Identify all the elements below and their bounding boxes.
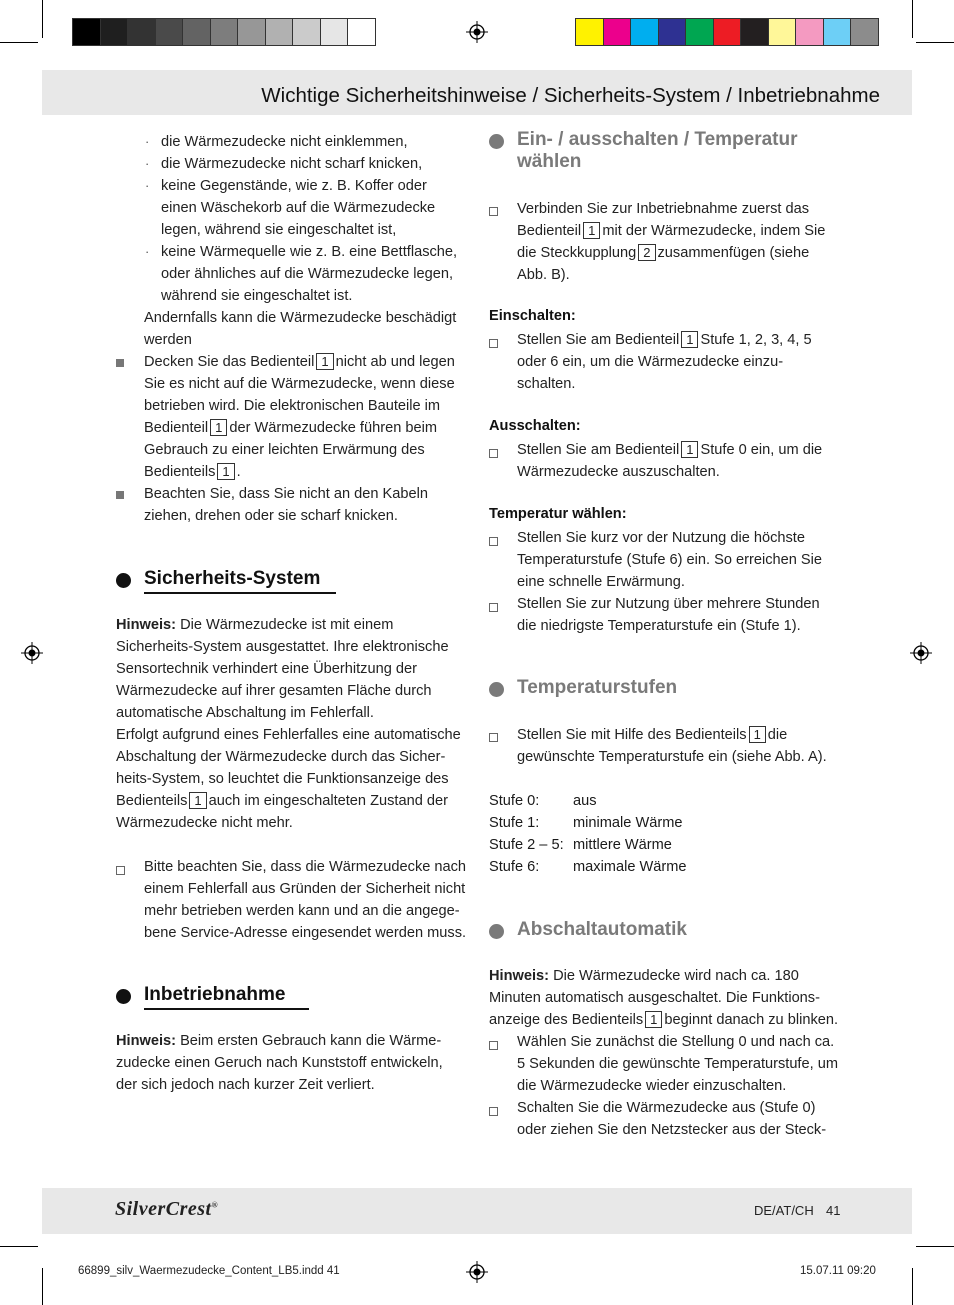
part-number-1: 1 <box>645 1011 662 1028</box>
heading-line: wählen <box>517 151 582 172</box>
text: Die Wärmezudecke wird nach ca. 180 Minuten automatisch ausgeschaltet. Die Funktions-anzeige des Bedienteils <box>489 968 820 1028</box>
crop-mark <box>912 1268 913 1305</box>
table-cell: mittlere Wärme <box>573 837 672 853</box>
checkbox-bullet-icon <box>489 339 498 348</box>
region-label: DE/AT/CH <box>754 1203 814 1218</box>
color-swatch <box>740 18 769 46</box>
color-swatch <box>237 18 266 46</box>
text: Decken Sie das Bedienteil <box>144 354 315 370</box>
paragraph: Stellen Sie kurz vor der Nutzung die höchste Temperaturstufe (Stufe 6) ein. So erreichen Sie eine schnelle Erwärmung. <box>517 530 823 590</box>
subheading: Ausschalten: <box>489 418 581 434</box>
square-bullet <box>116 491 124 499</box>
color-swatch <box>127 18 156 46</box>
text: Stellen Sie mit Hilfe des Bedienteils <box>517 727 747 743</box>
color-swatch <box>795 18 824 46</box>
paragraph: Beachten Sie, dass Sie nicht an den Kabeln ziehen, drehen oder sie scharf knicken. <box>144 486 428 524</box>
text: Erfolgt aufgrund eines Fehlerfalles eine automatische Abschaltung der Wärmezudecke durch das Sicher-heits-System, so leuchtet die Funktionsanzeige des Bedienteils <box>116 727 461 809</box>
list-item: keine Wärmequelle wie z. B. eine Bettflasche, oder ähnliches auf die Wärmezudecke legen, während sie eingeschaltet ist. <box>161 244 458 304</box>
paragraph <box>116 614 468 724</box>
section-heading: Temperaturstufen <box>517 677 678 698</box>
color-swatch <box>768 18 797 46</box>
registration-mark-icon <box>21 642 43 664</box>
registration-mark-icon <box>910 642 932 664</box>
text: Die Wärmezudecke ist mit einem Sicherheits-System ausgestattet. Ihre elektronische Sensortechnik verhindert eine Überhitzung der Wärmezudecke auf ihrer gesamten Fläche durch automatische Abschaltung im Fehlerfall. <box>116 617 449 721</box>
registration-mark-icon <box>466 1261 488 1283</box>
table-cell: maximale Wärme <box>573 859 687 875</box>
part-number-1: 1 <box>217 463 234 480</box>
part-number-1: 1 <box>210 419 227 436</box>
paragraph <box>489 965 839 1031</box>
table-cell: Stufe 0: <box>489 793 540 809</box>
crop-mark <box>916 1246 954 1247</box>
paragraph <box>517 198 842 286</box>
part-number-2: 2 <box>638 244 655 261</box>
color-swatch <box>182 18 211 46</box>
text: Stufe 1, 2, 3, 4, 5 oder 6 ein, um die Wärmezudecke einzu-schalten. <box>517 332 812 392</box>
text: . <box>236 464 241 480</box>
section-heading: Abschaltautomatik <box>517 919 687 940</box>
print-date: 15.07.11 09:20 <box>800 1265 876 1277</box>
dash-bullet: · <box>145 244 150 259</box>
registered-mark: ® <box>211 1200 219 1210</box>
paragraph: Stellen Sie zur Nutzung über mehrere Stunden die niedrigste Temperaturstufe ein (Stufe 1). <box>517 596 820 634</box>
hint-label: Hinweis: <box>116 617 177 633</box>
text: Stellen Sie am Bedienteil <box>517 332 680 348</box>
paragraph: Andernfalls kann die Wärmezudecke beschädigt werden <box>144 310 457 348</box>
part-number-1: 1 <box>316 353 333 370</box>
part-number-1: 1 <box>681 331 698 348</box>
checkbox-bullet-icon <box>489 537 498 546</box>
list-item: die Wärmezudecke nicht scharf knicken, <box>161 156 423 172</box>
text: Verbinden Sie zur Inbetriebnahme zuerst das Bedienteil <box>517 201 810 239</box>
paragraph <box>517 439 847 483</box>
paragraph <box>517 329 827 395</box>
color-swatch <box>658 18 687 46</box>
crop-mark <box>912 0 913 38</box>
crop-mark <box>0 42 38 43</box>
table-cell: aus <box>573 793 597 809</box>
heading-underline <box>144 592 336 594</box>
table-cell: Stufe 6: <box>489 859 540 875</box>
paragraph <box>116 1030 461 1096</box>
table-cell: Stufe 1: <box>489 815 540 831</box>
logo-text: SilverCrest <box>115 1198 212 1220</box>
checkbox-bullet-icon <box>489 449 498 458</box>
grayscale-color-bar <box>72 18 375 46</box>
file-info: 66899_silv_Waermezudecke_Content_LB5.indd 41 <box>78 1265 340 1277</box>
color-swatch <box>713 18 742 46</box>
text: Stufe 0 ein, um die Wärmezudecke auszuschalten. <box>517 442 823 480</box>
subheading: Temperatur wählen: <box>489 506 627 522</box>
part-number-1: 1 <box>749 726 766 743</box>
heading-line: Ein- / ausschalten / Temperatur <box>517 129 798 150</box>
dash-bullet: · <box>145 156 150 171</box>
color-swatch <box>347 18 376 46</box>
part-number-1: 1 <box>583 222 600 239</box>
table-cell: minimale Wärme <box>573 815 683 831</box>
color-swatch <box>685 18 714 46</box>
paragraph: Bitte beachten Sie, dass die Wärmezudecke nach einem Fehlerfall aus Gründen der Sicherheit nicht mehr betrieben werden kann und an die angege-bene Service-Adresse eingesendet werden muss. <box>144 859 467 941</box>
checkbox-bullet-icon <box>489 207 498 216</box>
paragraph: Wählen Sie zunächst die Stellung 0 und nach ca. 5 Sekunden die gewünschte Temperaturstufe, um die Wärmezudecke wieder einzuschalten. <box>517 1034 838 1094</box>
color-swatch <box>575 18 604 46</box>
text: zusammenfügen (siehe Abb. B). <box>517 245 810 283</box>
hint-label: Hinweis: <box>489 968 550 984</box>
section-dot-icon <box>116 989 131 1004</box>
section-dot-icon <box>489 924 504 939</box>
section-dot-icon <box>116 573 131 588</box>
text: nicht ab und legen Sie es nicht auf die Wärmezudecke, wenn diese betrieben wird. Die elektronischen Bauteile im Bedienteil <box>144 354 455 436</box>
color-swatch <box>265 18 294 46</box>
hint-label: Hinweis: <box>116 1033 177 1049</box>
heading-underline <box>144 1008 309 1010</box>
checkbox-bullet-icon <box>489 733 498 742</box>
color-swatch <box>292 18 321 46</box>
part-number-1: 1 <box>189 792 206 809</box>
process-color-bar <box>575 18 878 46</box>
text: beginnt danach zu blinken. <box>664 1012 839 1028</box>
crop-mark <box>42 0 43 38</box>
text: Stellen Sie am Bedienteil <box>517 442 680 458</box>
subheading: Einschalten: <box>489 308 576 324</box>
text: die gewünschte Temperaturstufe ein (siehe Abb. A). <box>517 727 827 765</box>
crop-mark <box>0 1246 38 1247</box>
page-title: Wichtige Sicherheitshinweise / Sicherheits-System / Inbetriebnahme <box>261 84 880 107</box>
section-heading: Sicherheits-System <box>144 568 321 589</box>
color-swatch <box>823 18 852 46</box>
registration-mark-icon <box>466 21 488 43</box>
text: der Wärmezudecke führen beim Gebrauch zu einer leichten Erwärmung des Bedienteils <box>144 420 437 480</box>
section-heading <box>517 129 798 173</box>
checkbox-bullet-icon <box>489 1041 498 1050</box>
crop-mark <box>42 1268 43 1305</box>
color-swatch <box>72 18 101 46</box>
color-swatch <box>850 18 879 46</box>
color-swatch <box>603 18 632 46</box>
list-item: keine Gegenstände, wie z. B. Koffer oder einen Wäschekorb auf die Wärmezudecke legen, während sie eingeschaltet ist, <box>161 178 436 238</box>
table-cell: Stufe 2 – 5: <box>489 837 564 853</box>
color-swatch <box>630 18 659 46</box>
section-dot-icon <box>489 682 504 697</box>
section-heading: Inbetriebnahme <box>144 984 286 1005</box>
dash-bullet: · <box>145 178 150 193</box>
color-swatch <box>155 18 184 46</box>
page-number: 41 <box>826 1203 841 1218</box>
paragraph <box>517 724 837 768</box>
text: Beim ersten Gebrauch kann die Wärme-zudecke einen Geruch nach Kunststoff entwickeln, der sich jedoch nach kurzer Zeit verliert. <box>116 1033 443 1093</box>
paragraph <box>116 724 468 834</box>
list-item: die Wärmezudecke nicht einklemmen, <box>161 134 408 150</box>
checkbox-bullet-icon <box>489 1107 498 1116</box>
text: auch im eingeschalteten Zustand der Wärmezudecke nicht mehr. <box>116 793 448 831</box>
part-number-1: 1 <box>681 441 698 458</box>
color-swatch <box>210 18 239 46</box>
color-swatch <box>100 18 129 46</box>
dash-bullet: · <box>145 134 150 149</box>
crop-mark <box>916 42 954 43</box>
section-dot-icon <box>489 134 504 149</box>
checkbox-bullet-icon <box>116 866 125 875</box>
text: mit der Wärmezudecke, indem Sie die Steckkupplung <box>517 223 826 261</box>
brand-logo <box>115 1198 218 1221</box>
color-swatch <box>320 18 349 46</box>
square-bullet <box>116 359 124 367</box>
paragraph: Schalten Sie die Wärmezudecke aus (Stufe 0) oder ziehen Sie den Netzstecker aus der Steck- <box>517 1100 827 1138</box>
checkbox-bullet-icon <box>489 603 498 612</box>
paragraph <box>144 351 469 483</box>
